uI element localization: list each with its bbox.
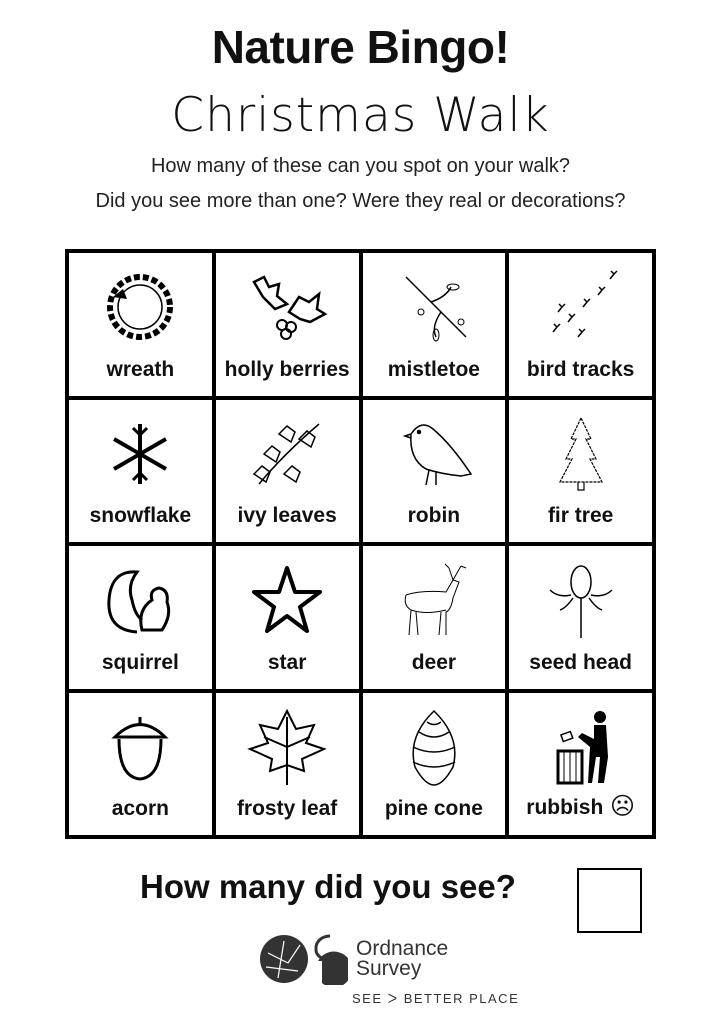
cell-label: wreath — [106, 357, 175, 381]
bingo-cell[interactable] — [509, 693, 652, 836]
bird-tracks-icon — [538, 267, 624, 347]
cell-label: pine cone — [384, 797, 483, 820]
bingo-cell[interactable] — [216, 693, 359, 836]
snowflake-icon — [97, 414, 183, 494]
bingo-cell[interactable] — [509, 400, 652, 543]
ordnance-survey-logo — [258, 933, 448, 985]
bingo-cell[interactable] — [363, 693, 506, 836]
cell-label — [509, 792, 652, 821]
bingo-cell[interactable] — [363, 400, 506, 543]
bingo-cell[interactable] — [69, 253, 212, 396]
cell-label: frosty leaf — [236, 797, 338, 820]
bingo-cell[interactable] — [216, 253, 359, 396]
bingo-cell[interactable] — [69, 400, 212, 543]
cell-label: fir tree — [547, 504, 614, 527]
ivy-icon — [244, 414, 330, 494]
cell-label: snowflake — [89, 504, 192, 527]
cell-label: robin — [407, 504, 461, 527]
pine-cone-icon — [391, 707, 477, 787]
page-subtitle: Christmas Walk — [171, 88, 550, 143]
fir-tree-icon — [538, 414, 624, 494]
bingo-grid — [65, 249, 656, 839]
wreath-icon — [97, 267, 183, 347]
cell-label: deer — [411, 650, 457, 674]
cell-label: ivy leaves — [237, 504, 337, 527]
cell-label: squirrel — [101, 650, 179, 674]
squirrel-icon — [97, 560, 183, 640]
robin-icon — [391, 414, 477, 494]
bingo-cell[interactable] — [69, 693, 212, 836]
tagline: SEE ᐳ BETTER PLACE — [352, 991, 520, 1006]
cell-label: mistletoe — [387, 357, 480, 381]
cell-label: star — [267, 650, 307, 674]
sad-face-icon: ☹ — [603, 793, 635, 820]
bingo-cell[interactable] — [69, 546, 212, 689]
bingo-cell[interactable] — [216, 546, 359, 689]
bingo-cell[interactable] — [509, 253, 652, 396]
rubbish-icon — [538, 707, 624, 787]
page-title: Nature Bingo! — [211, 21, 510, 73]
brand-line-2: Survey — [356, 957, 422, 980]
star-icon — [244, 560, 330, 640]
mistletoe-icon — [391, 267, 477, 347]
rubbish-label: rubbish — [526, 796, 604, 819]
acorn-icon — [97, 707, 183, 787]
os-logo-icon — [258, 933, 348, 985]
cell-label: holly berries — [224, 357, 350, 381]
bingo-cell[interactable] — [363, 546, 506, 689]
count-answer-box[interactable] — [577, 868, 642, 933]
cell-label: acorn — [111, 797, 169, 820]
intro-line-2: Did you see more than one? Were they real or decorations? — [95, 190, 626, 212]
bingo-cell[interactable] — [216, 400, 359, 543]
intro-line-1: How many of these can you spot on your walk? — [150, 155, 571, 177]
cell-label: bird tracks — [526, 357, 635, 381]
leaf-icon — [244, 707, 330, 787]
brand-line-1: Ordnance — [356, 937, 449, 960]
holly-icon — [244, 267, 330, 347]
cell-label: seed head — [529, 650, 632, 674]
bingo-cell[interactable] — [509, 546, 652, 689]
count-question: How many did you see? — [140, 868, 516, 905]
bingo-cell[interactable] — [363, 253, 506, 396]
deer-icon — [391, 560, 477, 640]
seed-head-icon — [538, 560, 624, 640]
